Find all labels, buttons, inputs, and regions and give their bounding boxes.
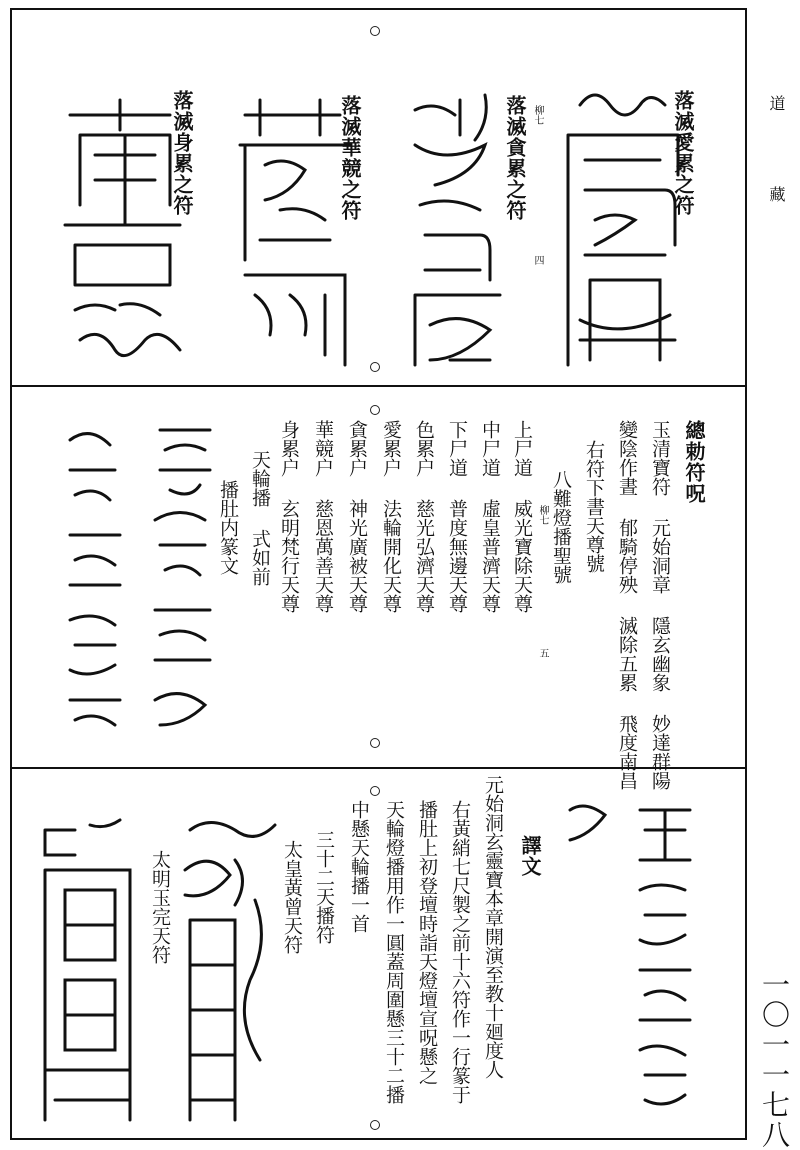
panel-divider-1 [10, 385, 747, 387]
text-line: 八難燈播聖號 [550, 470, 572, 584]
text-line: 天輪播 式如前 [249, 450, 271, 586]
seal-script-talismans-panel3 [30, 800, 290, 1130]
text-line: 太皇黃曾天符 [281, 840, 303, 954]
page-marker: 四 [532, 255, 543, 265]
text-line: 貪累户 神光廣被天尊 [346, 420, 368, 613]
page-marker: 柳七 [537, 505, 548, 525]
section-heading: 譯文 [518, 835, 542, 877]
talisman-caption: 落滅身累之符 [170, 90, 194, 216]
text-line: 上尸道 威光寶除天尊 [511, 420, 533, 613]
text-line: 下尸道 普度無邊天尊 [446, 420, 468, 613]
talisman-caption: 落滅愛累之符 [671, 90, 695, 216]
seal-script-text-panel2 [50, 410, 220, 750]
page-marker: 柳七 [532, 105, 543, 125]
page-marker: 五 [537, 648, 548, 658]
text-line: 元始洞玄靈寶本章開演至教十廻度人 [482, 775, 504, 1079]
collection-title: 道 藏 [767, 95, 786, 230]
text-line: 色累户 慈光弘濟天尊 [413, 420, 435, 613]
text-line: 太明玉完天符 [149, 850, 171, 964]
text-line: 玉清寶符 元始洞章 隱玄幽象 妙達群陽 [649, 420, 671, 790]
text-line: 三十二天播符 [313, 830, 335, 944]
talisman-caption: 落滅貪累之符 [503, 95, 527, 221]
text-line: 中尸道 虛皇普濟天尊 [479, 420, 501, 613]
text-line: 中懸天輪播一首 [348, 800, 370, 933]
text-line: 天輪燈播用作一圓蓋周圍懸三十二播 [383, 800, 405, 1104]
binding-hole [370, 786, 380, 796]
text-line: 播肚上初登壇時詣天燈壇宣呪懸之 [416, 800, 438, 1085]
text-line: 右黃綃七尺製之前十六符作一行篆于 [449, 800, 471, 1104]
text-line: 身累户 玄明梵行天尊 [278, 420, 300, 613]
binding-hole [370, 26, 380, 36]
binding-hole [370, 405, 380, 415]
seal-script-text-panel3 [560, 790, 700, 1130]
binding-hole [370, 738, 380, 748]
talisman-2 [415, 95, 500, 365]
text-line: 右符下書天尊號 [583, 440, 605, 573]
text-line: 愛累户 法輪開化天尊 [380, 420, 402, 613]
talisman-caption: 落滅華競之符 [338, 95, 362, 221]
binding-hole [370, 1120, 380, 1130]
text-line: 變陰作晝 郁騎停殃 滅除五累 飛度南昌 [616, 420, 638, 790]
talisman-3 [240, 100, 350, 365]
section-heading: 總勅符呪 [682, 420, 706, 504]
text-line: 華競户 慈恩萬善天尊 [312, 420, 334, 613]
talisman-1 [568, 95, 678, 365]
page-number: 一〇一一七八 [758, 970, 791, 1150]
text-line: 播肚内篆文 [217, 480, 239, 575]
seal-script-talismans [20, 40, 735, 380]
talisman-4 [65, 100, 180, 356]
